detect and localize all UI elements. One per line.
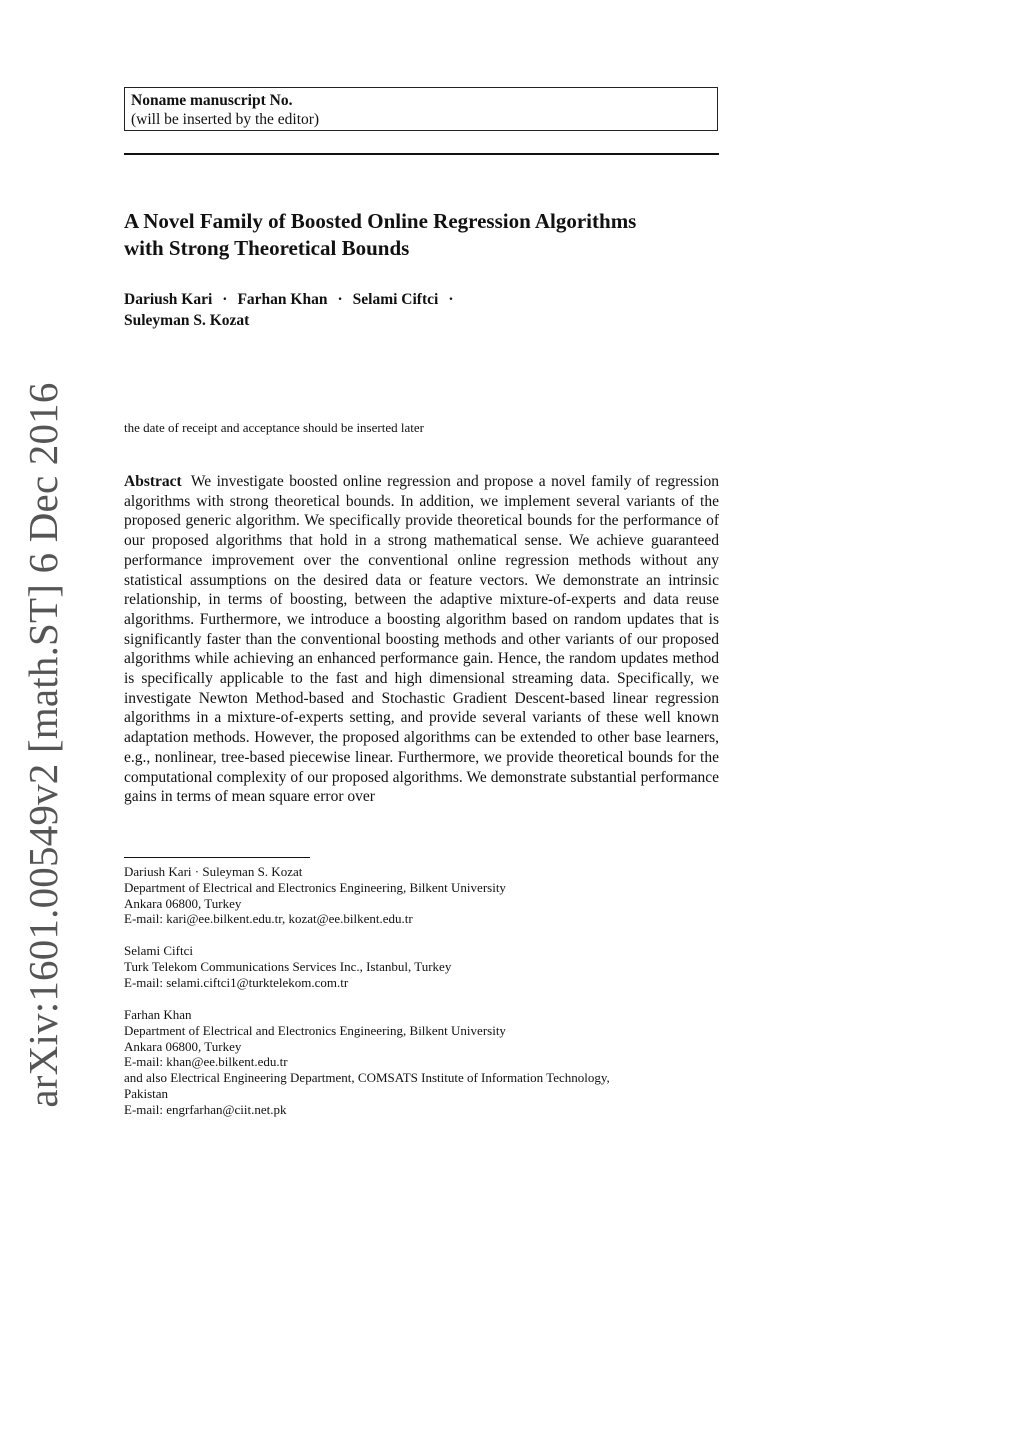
manuscript-number: Noname manuscript No.: [131, 92, 293, 109]
affiliation-email: E-mail: engrfarhan@ciit.net.pk: [124, 1101, 287, 1117]
abstract-body: We investigate boosted online regression and propose a novel family of regression algorithms with strong theoretical bounds. In addition, we implement several variants of the proposed generic algorithm. We specifically provide theoretical bounds for the performance of our proposed algorithms that hold in a strong mathematical sense. We achieve guaranteed performance improvement over the conventional online regression methods without any statistical assumptions on the desired data or feature vectors. We demonstrate an intrinsic relationship, in terms of boosting, between the adaptive mixture-of-experts and data reuse algorithms. Furthermore, we introduce a boosting algorithm based on random updates that is significantly faster than the conventional boosting methods and other variants of our proposed algorithms while achieving an enhanced performance gain. Hence, the random updates method is specifically applicable to the fast and high dimensional streaming data. Specifically, we investigate Newton Method-based and Stochastic Gradient Descent-based linear regression algorithms in a mixture-of-experts setting, and provide several variants of these well known adaptation methods. However, the proposed algorithms can be extended to other base learners, e.g., nonlinear, tree-based piecewise linear. Furthermore, we provide theoretical bounds for the computational complexity of our proposed algorithms. We demonstrate substantial performance gains in terms of mean square error over: [124, 473, 719, 806]
title-line-2: with Strong Theoretical Bounds: [124, 236, 410, 260]
author-name: Dariush Kari: [124, 291, 213, 308]
editor-note: (will be inserted by the editor): [131, 111, 320, 128]
footnote-rule: [124, 857, 310, 858]
author-name: Suleyman S. Kozat: [124, 312, 250, 329]
author-separator: ·: [222, 291, 228, 308]
affiliation-block: [124, 943, 724, 990]
date-note: the date of receipt and acceptance should be inserted later: [124, 420, 424, 435]
paper-title: [124, 208, 724, 262]
affiliation-department: Department of Electrical and Electronics Engineering, Bilkent University: [124, 1022, 506, 1038]
affiliation-department: Department of Electrical and Electronics Engineering, Bilkent University: [124, 879, 506, 895]
author-name: Farhan Khan: [237, 291, 328, 308]
affiliation-city: Ankara 06800, Turkey: [124, 895, 242, 911]
arxiv-stamp-text: arXiv:1601.00549v2 [math.ST] 6 Dec 2016: [20, 382, 66, 1108]
affiliation-names: Farhan Khan: [124, 1007, 192, 1022]
affiliation-organization: Turk Telekom Communications Services Inc., Istanbul, Turkey: [124, 958, 452, 974]
affiliation-email: E-mail: selami.ciftci1@turktelekom.com.tr: [124, 974, 349, 990]
author-list: [124, 289, 724, 331]
title-line-1: A Novel Family of Boosted Online Regression Algorithms: [124, 209, 637, 233]
affiliation-secondary: and also Electrical Engineering Department, COMSATS Institute of Information Technology,: [124, 1070, 610, 1086]
abstract-heading: Abstract: [124, 473, 182, 490]
affiliation-city: Ankara 06800, Turkey: [124, 1038, 242, 1054]
author-separator: ·: [448, 291, 454, 308]
title-rule: [124, 153, 719, 155]
abstract: [124, 472, 719, 807]
affiliation-block: [124, 1007, 724, 1118]
editor-box: [124, 87, 718, 131]
affiliation-names: Dariush Kari · Suleyman S. Kozat: [124, 864, 303, 879]
affiliation-names: Selami Ciftci: [124, 943, 193, 958]
author-name: Selami Ciftci: [352, 291, 439, 308]
affiliation-block: [124, 864, 724, 927]
author-separator: ·: [337, 291, 343, 308]
affiliation-email: E-mail: kari@ee.bilkent.edu.tr, kozat@ee.bilkent.edu.tr: [124, 911, 413, 927]
affiliation-country: Pakistan: [124, 1085, 169, 1101]
affiliation-email: E-mail: khan@ee.bilkent.edu.tr: [124, 1054, 288, 1070]
